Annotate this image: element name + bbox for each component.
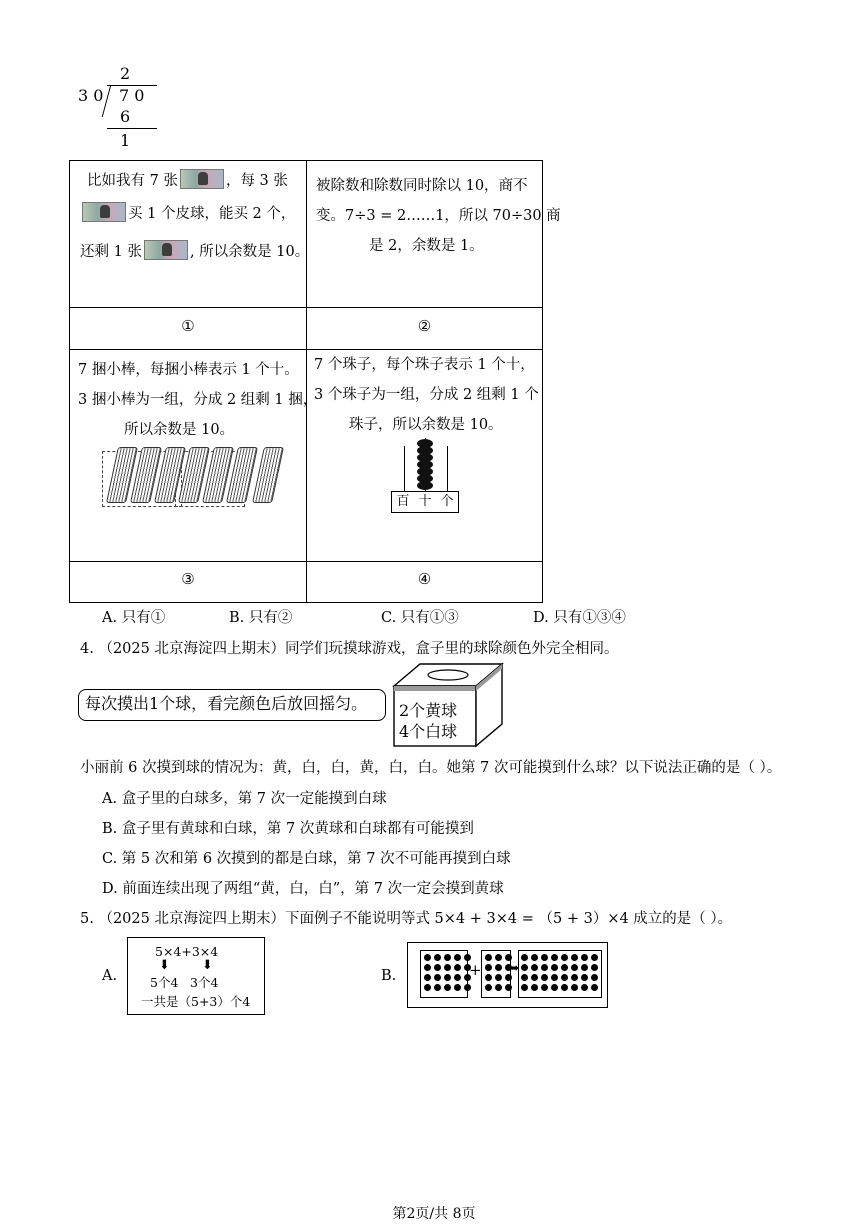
page-footer: 第2页/共 8页 bbox=[392, 1206, 476, 1222]
total-text: 一共是（5+3）个4 bbox=[141, 994, 251, 1009]
q5-stem: 5. （2025 北京海淀四上期末）下面例子不能说明等式 5×4 + 3×4 = （5 + 3）×4 成立的是（ ）。 bbox=[80, 911, 733, 927]
q4-stem: 4. （2025 北京海淀四上期末）同学们玩摸球游戏，盒子里的球除颜色外完全相同。 bbox=[80, 641, 619, 657]
dot-array-5x4 bbox=[420, 950, 468, 998]
cell1-text: ，每 3 张 bbox=[225, 173, 288, 189]
banknote-image bbox=[82, 202, 126, 222]
banknote-image bbox=[144, 240, 188, 260]
cell3-text: 7 捆小棒，每捆小棒表示 1 个十。 bbox=[78, 362, 299, 378]
q4-choice-c[interactable]: C. 第 5 次和第 6 次摸到的都是白球，第 7 次不可能再摸到白球 bbox=[102, 851, 511, 867]
choice-b[interactable]: B. 只有② bbox=[229, 610, 293, 626]
q5-option-b-label[interactable]: B. bbox=[381, 968, 397, 984]
instruction-box: 每次摸出1个球，看完颜色后放回摇匀。 bbox=[78, 689, 386, 721]
arrow-right-icon: ➡ bbox=[509, 961, 520, 975]
box-white-count: 4个白球 bbox=[399, 722, 458, 741]
subtraction-line bbox=[107, 128, 157, 129]
cell1-text: , 所以余数是 10。 bbox=[189, 244, 310, 260]
q4-choice-d[interactable]: D. 前面连续出现了两组“黄，白，白”，第 7 次一定会摸到黄球 bbox=[102, 881, 504, 897]
dot-array-3x4 bbox=[481, 950, 511, 998]
cell2-text: 变。7÷3 = 2……1，所以 70÷30 商 bbox=[316, 208, 561, 224]
option-label-4: ④ bbox=[417, 570, 432, 588]
arrow-down-icon: ⬇ bbox=[159, 958, 170, 973]
arrow-down-icon: ⬇ bbox=[202, 958, 213, 973]
groups-right: 3个4 bbox=[190, 975, 219, 990]
cell3-text: 所以余数是 10。 bbox=[124, 422, 235, 438]
groups-left: 5个4 bbox=[150, 975, 179, 990]
cell-option-4 bbox=[307, 350, 542, 561]
cell4-text: 珠子，所以余数是 10。 bbox=[349, 417, 503, 433]
product: 6 bbox=[120, 107, 131, 126]
q5-option-b-image bbox=[407, 942, 608, 1008]
abacus-label: 百 bbox=[396, 494, 410, 509]
option-label-2: ② bbox=[417, 317, 432, 335]
cell-option-2 bbox=[307, 161, 561, 307]
abacus-label: 个 bbox=[440, 494, 454, 509]
cell-option-1 bbox=[70, 161, 310, 307]
label-cell-2 bbox=[307, 308, 542, 349]
label-cell-4 bbox=[307, 562, 542, 602]
abacus-label: 十 bbox=[418, 494, 432, 509]
box-label bbox=[399, 700, 457, 742]
plus-icon: + bbox=[469, 961, 482, 979]
cell1-text: 还剩 1 张 bbox=[80, 244, 142, 260]
label-cell-3 bbox=[70, 562, 306, 602]
cell4-text: 3 个珠子为一组，分成 2 组剩 1 个 bbox=[314, 387, 539, 403]
option-label-3: ③ bbox=[181, 570, 195, 588]
abacus-bead bbox=[417, 481, 433, 490]
choice-a[interactable]: A. 只有① bbox=[102, 610, 166, 626]
stick-bundle bbox=[252, 447, 284, 503]
label-cell-1 bbox=[70, 308, 306, 349]
cell2-text: 被除数和除数同时除以 10，商不 bbox=[316, 178, 528, 194]
remainder: 1 bbox=[120, 131, 131, 150]
choice-c[interactable]: C. 只有①③ bbox=[381, 610, 459, 626]
expr-text: 5×4+3×4 bbox=[155, 944, 219, 959]
q4-choice-b[interactable]: B. 盒子里有黄球和白球，第 7 次黄球和白球都有可能摸到 bbox=[102, 821, 474, 837]
dividend: 7 0 bbox=[119, 86, 145, 105]
divisor: 3 0 bbox=[78, 86, 104, 105]
cell4-text: 7 个珠子，每个珠子表示 1 个十， bbox=[314, 357, 535, 373]
q4-choice-a[interactable]: A. 盒子里的白球多，第 7 次一定能摸到白球 bbox=[102, 791, 387, 807]
q5-option-a-label[interactable]: A. bbox=[102, 968, 118, 984]
dot-array-8x4 bbox=[518, 950, 602, 998]
q4-question: 小丽前 6 次摸到球的情况为：黄，白，白，黄，白，白。她第 7 次可能摸到什么球？以下说法正确的是（ ）。 bbox=[80, 760, 782, 776]
cell3-text: 3 捆小棒为一组，分成 2 组剩 1 捆， bbox=[78, 392, 318, 408]
banknote-image bbox=[180, 169, 224, 189]
box-yellow-count: 2个黄球 bbox=[399, 701, 458, 720]
cell-option-3 bbox=[70, 350, 318, 561]
quotient: 2 bbox=[120, 64, 131, 83]
q5-option-a-image bbox=[127, 937, 265, 1015]
abacus-base bbox=[391, 491, 459, 513]
option-label-1: ① bbox=[181, 317, 195, 335]
options-table bbox=[69, 160, 561, 603]
cell1-text: 比如我有 7 张 bbox=[87, 173, 178, 189]
cell2-text: 是 2，余数是 1。 bbox=[369, 238, 484, 254]
choice-d[interactable]: D. 只有①③④ bbox=[533, 610, 626, 626]
cell1-text: 买 1 个皮球，能买 2 个， bbox=[128, 206, 296, 222]
